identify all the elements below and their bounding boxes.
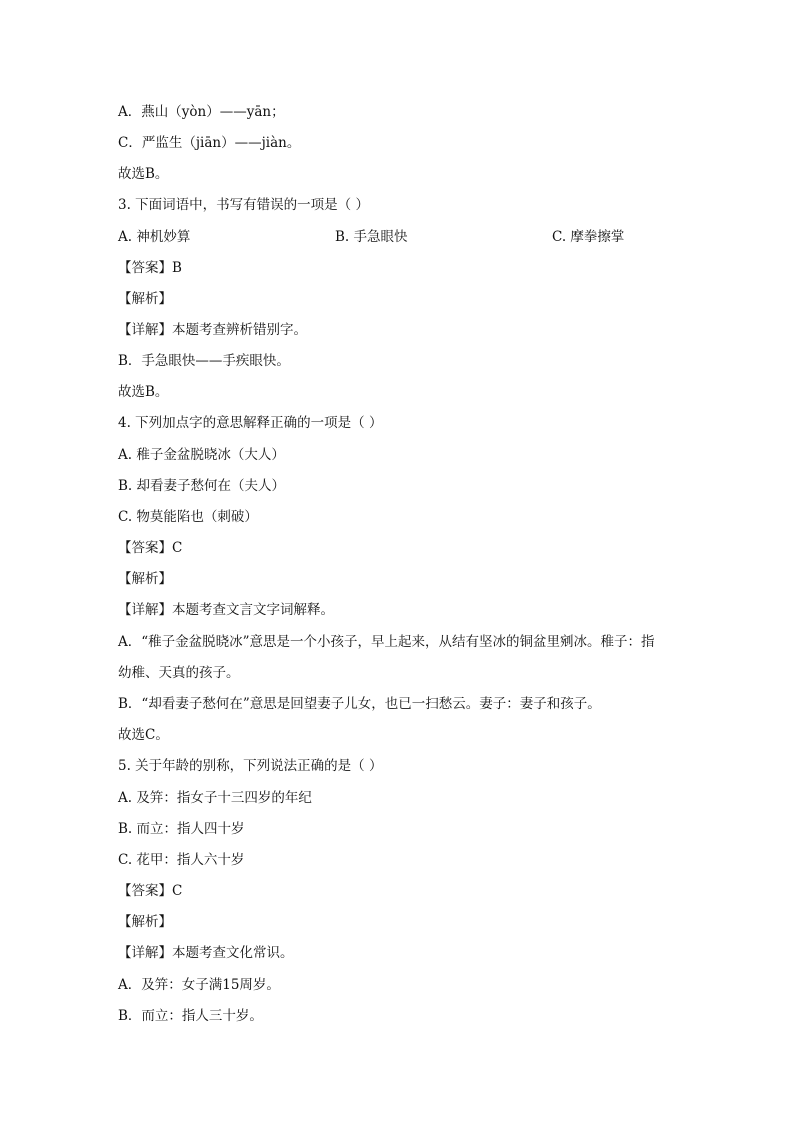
answer-line: 【答案】B — [118, 260, 182, 276]
text-line: 故选B。 — [118, 166, 169, 182]
detail-line: 【详解】本题考查文言文字词解释。 — [118, 602, 334, 618]
question-5: 5. 关于年龄的别称，下列说法正确的是（ ） — [118, 758, 383, 774]
text-line: B．手急眼快——手疾眼快。 — [118, 353, 290, 369]
analysis-heading: 【解析】 — [118, 914, 172, 930]
q3-option-c: C. 摩拳擦掌 — [552, 229, 625, 245]
text-line: A．“稚子金盆脱晓冰”意思是一个小孩子，早上起来，从结有坚冰的铜盆里剜冰。稚子：指 — [118, 634, 655, 650]
text-line: A．及笄：女子满15周岁。 — [118, 977, 280, 993]
q3-option-a: A. 神机妙算 — [118, 229, 191, 245]
text-line: B．“却看妻子愁何在”意思是回望妻子儿女，也已一扫愁云。妻子：妻子和孩子。 — [118, 696, 601, 712]
analysis-heading: 【解析】 — [118, 291, 172, 307]
q4-option-c: C. 物莫能陷也（刺破） — [118, 509, 258, 525]
detail-line: 【详解】本题考查辨析错别字。 — [118, 322, 307, 338]
question-4: 4. 下列加点字的意思解释正确的一项是（ ） — [118, 415, 383, 431]
answer-line: 【答案】C — [118, 540, 183, 556]
text-line: C．严监生（jiān）——jiàn。 — [118, 135, 301, 151]
q3-option-b: B. 手急眼快 — [335, 229, 408, 245]
question-3: 3. 下面词语中，书写有错误的一项是（ ） — [118, 197, 369, 213]
answer-line: 【答案】C — [118, 883, 183, 899]
text-line: 故选C。 — [118, 727, 169, 743]
text-line: B．而立：指人三十岁。 — [118, 1008, 263, 1024]
q4-option-a: A. 稚子金盆脱晓冰（大人） — [118, 447, 285, 463]
detail-line: 【详解】本题考查文化常识。 — [118, 945, 294, 961]
q5-option-c: C. 花甲：指人六十岁 — [118, 852, 245, 868]
analysis-heading: 【解析】 — [118, 571, 172, 587]
text-line: A．燕山（yòn）——yān； — [118, 104, 285, 120]
text-line: 故选B。 — [118, 384, 169, 400]
q5-option-b: B. 而立：指人四十岁 — [118, 821, 245, 837]
text-line: 幼稚、天真的孩子。 — [118, 665, 240, 681]
q4-option-b: B. 却看妻子愁何在（夫人） — [118, 478, 286, 494]
q5-option-a: A. 及笄：指女子十三四岁的年纪 — [118, 790, 312, 806]
